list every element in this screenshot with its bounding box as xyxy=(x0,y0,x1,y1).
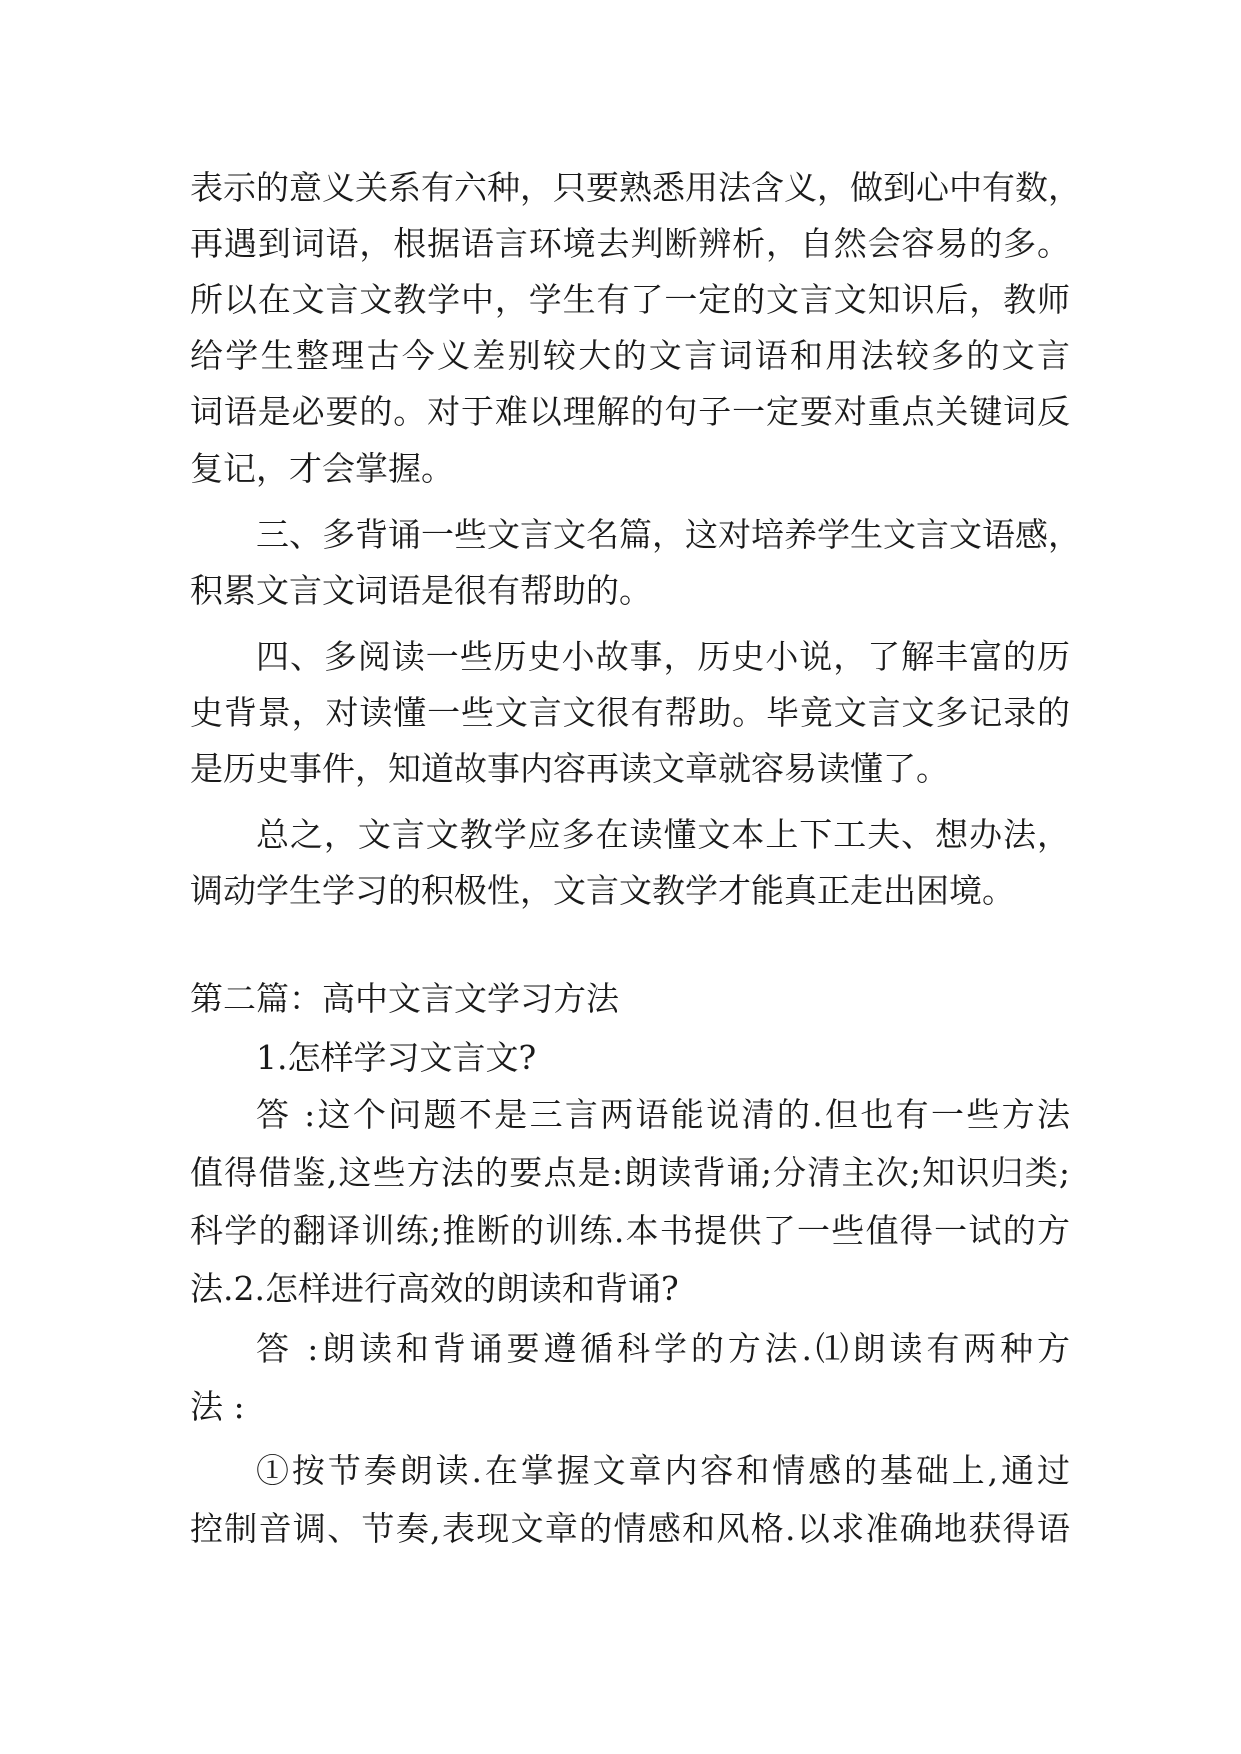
text-line: 答 :这个问题不是三言两语能说清的.但也有一些方法 xyxy=(256,1095,1070,1134)
text-line: 法.2.怎样进行高效的朗读和背诵? xyxy=(190,1269,679,1308)
text-line: 控制音调、节奏,表现文章的情感和风格.以求准确地获得语 xyxy=(190,1509,1070,1548)
text-line: ①按节奏朗读.在掌握文章内容和情感的基础上,通过 xyxy=(256,1451,1070,1490)
text-line: 词语是必要的。对于难以理解的句子一定要对重点关键词反 xyxy=(190,392,1070,431)
text-line: 是历史事件，知道故事内容再读文章就容易读懂了。 xyxy=(190,749,949,788)
text-line: 答 :朗读和背诵要遵循科学的方法.⑴朗读有两种方 xyxy=(256,1329,1070,1368)
section-heading: 第二篇：高中文言文学习方法 xyxy=(190,979,619,1018)
text-line: 复记，才会掌握。 xyxy=(190,449,454,488)
text-line: 所以在文言文教学中，学生有了一定的文言文知识后，教师 xyxy=(190,280,1070,319)
text-line: 史背景，对读懂一些文言文很有帮助。毕竟文言文多记录的 xyxy=(190,693,1070,732)
text-line: 给学生整理古今义差别较大的文言词语和用法较多的文言 xyxy=(190,336,1070,375)
text-line: 三、多背诵一些文言文名篇，这对培养学生文言文语感， xyxy=(256,515,1081,554)
text-line: 四、多阅读一些历史小故事，历史小说，了解丰富的历 xyxy=(256,637,1070,676)
text-line: 法 : xyxy=(190,1387,245,1426)
question-line: 1.怎样学习文言文? xyxy=(256,1038,537,1077)
text-line: 积累文言文词语是很有帮助的。 xyxy=(190,571,652,610)
text-line: 调动学生学习的积极性，文言文教学才能真正走出困境。 xyxy=(190,871,1015,910)
text-line: 值得借鉴,这些方法的要点是:朗读背诵;分清主次;知识归类; xyxy=(190,1153,1070,1192)
text-line: 表示的意义关系有六种，只要熟悉用法含义，做到心中有数， xyxy=(190,168,1081,207)
text-line: 总之，文言文教学应多在读懂文本上下工夫、想办法， xyxy=(256,815,1070,854)
text-line: 再遇到词语，根据语言环境去判断辨析，自然会容易的多。 xyxy=(190,224,1070,263)
text-line: 科学的翻译训练;推断的训练.本书提供了一些值得一试的方 xyxy=(190,1211,1070,1250)
